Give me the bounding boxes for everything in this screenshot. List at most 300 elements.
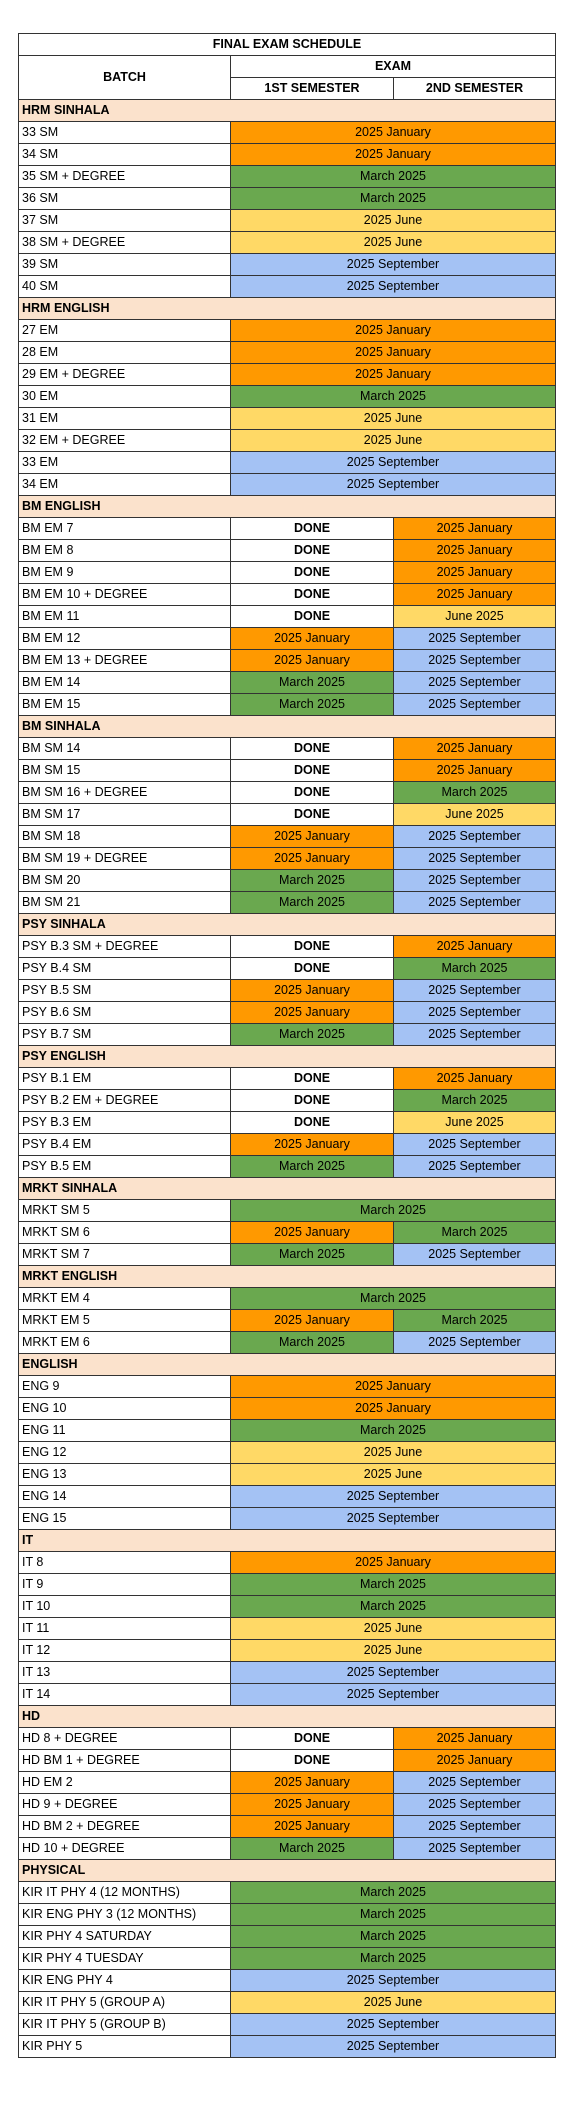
batch-cell: 37 SM [19, 210, 231, 232]
exam-date-cell: 2025 September [231, 1486, 556, 1508]
batch-cell: HD BM 1 + DEGREE [19, 1750, 231, 1772]
batch-cell: KIR PHY 4 TUESDAY [19, 1948, 231, 1970]
exam-date-cell: 2025 January [231, 320, 556, 342]
section-row [19, 1046, 556, 1068]
first-semester-cell: March 2025 [231, 672, 394, 694]
batch-cell: 36 SM [19, 188, 231, 210]
batch-cell: KIR ENG PHY 4 [19, 1970, 231, 1992]
first-semester-cell: 2025 January [231, 848, 394, 870]
second-semester-cell: 2025 January [394, 540, 556, 562]
first-semester-cell: 2025 January [231, 980, 394, 1002]
table-row [19, 276, 556, 298]
table-row [19, 1244, 556, 1266]
section-row [19, 716, 556, 738]
second-semester-cell: 2025 January [394, 518, 556, 540]
batch-cell: 32 EM + DEGREE [19, 430, 231, 452]
section-title: PSY ENGLISH [19, 1046, 556, 1068]
batch-cell: BM EM 9 [19, 562, 231, 584]
second-semester-cell: 2025 January [394, 1068, 556, 1090]
second-semester-cell: March 2025 [394, 1310, 556, 1332]
batch-cell: BM SM 14 [19, 738, 231, 760]
batch-cell: IT 9 [19, 1574, 231, 1596]
batch-cell: ENG 15 [19, 1508, 231, 1530]
table-row [19, 892, 556, 914]
first-semester-cell: March 2025 [231, 694, 394, 716]
first-semester-cell: DONE [231, 1090, 394, 1112]
table-row [19, 584, 556, 606]
first-semester-cell: DONE [231, 1750, 394, 1772]
exam-date-cell: March 2025 [231, 188, 556, 210]
section-row [19, 1354, 556, 1376]
batch-cell: BM SM 17 [19, 804, 231, 826]
batch-cell: 33 SM [19, 122, 231, 144]
second-semester-cell: 2025 September [394, 892, 556, 914]
batch-cell: 40 SM [19, 276, 231, 298]
second-semester-cell: 2025 September [394, 1816, 556, 1838]
first-semester-cell: 2025 January [231, 1134, 394, 1156]
table-row [19, 1024, 556, 1046]
table-row [19, 2036, 556, 2058]
table-row [19, 122, 556, 144]
table-row [19, 1464, 556, 1486]
table-row [19, 1442, 556, 1464]
table-row [19, 1948, 556, 1970]
batch-cell: MRKT EM 4 [19, 1288, 231, 1310]
exam-date-cell: 2025 June [231, 408, 556, 430]
table-row [19, 364, 556, 386]
exam-schedule-table [18, 33, 556, 2058]
batch-cell: KIR IT PHY 5 (GROUP B) [19, 2014, 231, 2036]
table-row [19, 1222, 556, 1244]
table-row [19, 1552, 556, 1574]
batch-cell: BM SM 21 [19, 892, 231, 914]
table-row [19, 782, 556, 804]
batch-cell: PSY B.5 SM [19, 980, 231, 1002]
section-title: HRM ENGLISH [19, 298, 556, 320]
exam-date-cell: March 2025 [231, 1926, 556, 1948]
batch-cell: BM EM 13 + DEGREE [19, 650, 231, 672]
table-row [19, 1728, 556, 1750]
batch-cell: BM EM 14 [19, 672, 231, 694]
batch-cell: 35 SM + DEGREE [19, 166, 231, 188]
second-semester-cell: 2025 January [394, 936, 556, 958]
first-semester-cell: March 2025 [231, 1332, 394, 1354]
first-semester-cell: March 2025 [231, 1244, 394, 1266]
table-row [19, 1508, 556, 1530]
second-semester-cell: 2025 September [394, 628, 556, 650]
table-row [19, 1640, 556, 1662]
exam-date-cell: March 2025 [231, 1288, 556, 1310]
second-semester-cell: 2025 September [394, 1838, 556, 1860]
table-row [19, 694, 556, 716]
table-row [19, 1420, 556, 1442]
batch-cell: BM EM 8 [19, 540, 231, 562]
exam-date-cell: 2025 June [231, 1640, 556, 1662]
first-semester-cell: 2025 January [231, 1002, 394, 1024]
table-row [19, 2014, 556, 2036]
exam-date-cell: 2025 September [231, 276, 556, 298]
second-semester-cell: 2025 January [394, 738, 556, 760]
second-semester-cell: 2025 January [394, 584, 556, 606]
first-semester-cell: DONE [231, 760, 394, 782]
batch-cell: BM SM 16 + DEGREE [19, 782, 231, 804]
first-semester-cell: 2025 January [231, 1772, 394, 1794]
table-row [19, 1904, 556, 1926]
table-row [19, 1090, 556, 1112]
section-row [19, 100, 556, 122]
section-row [19, 1266, 556, 1288]
exam-date-cell: March 2025 [231, 386, 556, 408]
second-semester-cell: June 2025 [394, 1112, 556, 1134]
table-row [19, 1376, 556, 1398]
section-title: HRM SINHALA [19, 100, 556, 122]
batch-cell: PSY B.4 SM [19, 958, 231, 980]
batch-cell: ENG 13 [19, 1464, 231, 1486]
batch-cell: IT 13 [19, 1662, 231, 1684]
section-title: ENGLISH [19, 1354, 556, 1376]
table-row [19, 1156, 556, 1178]
exam-date-cell: 2025 September [231, 1684, 556, 1706]
table-row [19, 1794, 556, 1816]
exam-date-cell: March 2025 [231, 1904, 556, 1926]
batch-cell: 34 SM [19, 144, 231, 166]
second-semester-cell: 2025 September [394, 980, 556, 1002]
table-row [19, 1926, 556, 1948]
batch-cell: IT 10 [19, 1596, 231, 1618]
table-row [19, 1310, 556, 1332]
first-semester-cell: March 2025 [231, 1024, 394, 1046]
exam-date-cell: 2025 January [231, 1398, 556, 1420]
table-row [19, 1662, 556, 1684]
exam-schedule-sheet [18, 33, 555, 2058]
exam-date-cell: 2025 January [231, 342, 556, 364]
batch-cell: MRKT EM 5 [19, 1310, 231, 1332]
first-semester-cell: March 2025 [231, 870, 394, 892]
table-row [19, 1772, 556, 1794]
table-row [19, 1486, 556, 1508]
exam-column-header: EXAM [231, 56, 556, 78]
first-semester-cell: 2025 January [231, 650, 394, 672]
batch-cell: KIR PHY 5 [19, 2036, 231, 2058]
table-row [19, 1596, 556, 1618]
table-row [19, 870, 556, 892]
table-row [19, 1134, 556, 1156]
table-body [19, 100, 556, 2058]
batch-cell: HD BM 2 + DEGREE [19, 1816, 231, 1838]
second-semester-cell: March 2025 [394, 958, 556, 980]
second-semester-cell: 2025 September [394, 1772, 556, 1794]
section-row [19, 298, 556, 320]
batch-cell: IT 8 [19, 1552, 231, 1574]
table-row [19, 804, 556, 826]
first-semester-cell: DONE [231, 562, 394, 584]
batch-cell: 27 EM [19, 320, 231, 342]
table-row [19, 826, 556, 848]
exam-date-cell: 2025 September [231, 452, 556, 474]
table-row [19, 738, 556, 760]
first-semester-cell: 2025 January [231, 1222, 394, 1244]
table-row [19, 1970, 556, 1992]
batch-cell: BM EM 7 [19, 518, 231, 540]
section-title: BM ENGLISH [19, 496, 556, 518]
batch-cell: IT 11 [19, 1618, 231, 1640]
second-semester-cell: 2025 January [394, 1728, 556, 1750]
first-semester-cell: 2025 January [231, 1310, 394, 1332]
table-row [19, 1684, 556, 1706]
batch-cell: IT 14 [19, 1684, 231, 1706]
table-row [19, 408, 556, 430]
batch-cell: KIR IT PHY 5 (GROUP A) [19, 1992, 231, 2014]
batch-cell: KIR PHY 4 SATURDAY [19, 1926, 231, 1948]
batch-cell: 38 SM + DEGREE [19, 232, 231, 254]
first-semester-cell: 2025 January [231, 1816, 394, 1838]
batch-cell: IT 12 [19, 1640, 231, 1662]
second-semester-cell: March 2025 [394, 1090, 556, 1112]
table-row [19, 672, 556, 694]
table-row [19, 958, 556, 980]
batch-cell: 30 EM [19, 386, 231, 408]
section-row [19, 496, 556, 518]
section-title: HD [19, 1706, 556, 1728]
table-row [19, 1750, 556, 1772]
second-semester-cell: 2025 September [394, 848, 556, 870]
batch-cell: BM SM 20 [19, 870, 231, 892]
batch-cell: BM EM 15 [19, 694, 231, 716]
second-semester-cell: 2025 September [394, 672, 556, 694]
first-semester-cell: 2025 January [231, 1794, 394, 1816]
batch-cell: 34 EM [19, 474, 231, 496]
table-row [19, 1068, 556, 1090]
exam-date-cell: 2025 January [231, 364, 556, 386]
batch-cell: 28 EM [19, 342, 231, 364]
batch-cell: ENG 12 [19, 1442, 231, 1464]
second-semester-header: 2ND SEMESTER [394, 78, 556, 100]
exam-date-cell: 2025 September [231, 2036, 556, 2058]
table-row [19, 1838, 556, 1860]
second-semester-cell: 2025 January [394, 1750, 556, 1772]
first-semester-cell: 2025 January [231, 826, 394, 848]
section-row [19, 1706, 556, 1728]
exam-date-cell: 2025 June [231, 232, 556, 254]
batch-cell: PSY B.6 SM [19, 1002, 231, 1024]
table-row [19, 628, 556, 650]
section-title: MRKT ENGLISH [19, 1266, 556, 1288]
second-semester-cell: 2025 September [394, 1002, 556, 1024]
batch-cell: HD 8 + DEGREE [19, 1728, 231, 1750]
first-semester-cell: DONE [231, 958, 394, 980]
batch-cell: MRKT EM 6 [19, 1332, 231, 1354]
second-semester-cell: 2025 September [394, 1244, 556, 1266]
table-row [19, 232, 556, 254]
section-row [19, 914, 556, 936]
table-row [19, 936, 556, 958]
batch-cell: ENG 14 [19, 1486, 231, 1508]
exam-date-cell: March 2025 [231, 1420, 556, 1442]
batch-cell: BM EM 12 [19, 628, 231, 650]
batch-cell: BM EM 10 + DEGREE [19, 584, 231, 606]
table-row [19, 254, 556, 276]
table-row [19, 1200, 556, 1222]
batch-cell: KIR ENG PHY 3 (12 MONTHS) [19, 1904, 231, 1926]
batch-cell: MRKT SM 6 [19, 1222, 231, 1244]
section-row [19, 1860, 556, 1882]
first-semester-cell: 2025 January [231, 628, 394, 650]
exam-date-cell: 2025 September [231, 474, 556, 496]
table-row [19, 562, 556, 584]
first-semester-cell: DONE [231, 738, 394, 760]
table-row [19, 1398, 556, 1420]
batch-cell: PSY B.1 EM [19, 1068, 231, 1090]
table-row [19, 980, 556, 1002]
first-semester-cell: DONE [231, 804, 394, 826]
table-row [19, 320, 556, 342]
exam-date-cell: 2025 June [231, 1992, 556, 2014]
exam-date-cell: March 2025 [231, 1948, 556, 1970]
exam-date-cell: 2025 September [231, 254, 556, 276]
table-row [19, 760, 556, 782]
table-row [19, 452, 556, 474]
first-semester-cell: DONE [231, 1112, 394, 1134]
second-semester-cell: 2025 September [394, 694, 556, 716]
second-semester-cell: 2025 September [394, 1332, 556, 1354]
exam-date-cell: 2025 January [231, 144, 556, 166]
second-semester-cell: 2025 September [394, 1156, 556, 1178]
table-row [19, 848, 556, 870]
table-row [19, 1816, 556, 1838]
first-semester-cell: DONE [231, 1068, 394, 1090]
batch-cell: PSY B.3 EM [19, 1112, 231, 1134]
table-header [19, 34, 556, 100]
exam-date-cell: 2025 June [231, 1442, 556, 1464]
table-row [19, 342, 556, 364]
exam-date-cell: 2025 June [231, 210, 556, 232]
table-row [19, 650, 556, 672]
table-row [19, 518, 556, 540]
exam-date-cell: March 2025 [231, 1596, 556, 1618]
batch-cell: BM SM 15 [19, 760, 231, 782]
batch-cell: HD EM 2 [19, 1772, 231, 1794]
batch-cell: HD 9 + DEGREE [19, 1794, 231, 1816]
table-row [19, 1112, 556, 1134]
batch-column-header: BATCH [19, 56, 231, 100]
table-row [19, 540, 556, 562]
table-row [19, 1618, 556, 1640]
exam-date-cell: 2025 September [231, 1662, 556, 1684]
first-semester-cell: March 2025 [231, 1156, 394, 1178]
table-row [19, 166, 556, 188]
second-semester-cell: March 2025 [394, 1222, 556, 1244]
exam-date-cell: 2025 January [231, 122, 556, 144]
table-row [19, 1002, 556, 1024]
section-row [19, 1530, 556, 1552]
batch-cell: BM SM 18 [19, 826, 231, 848]
exam-date-cell: 2025 January [231, 1552, 556, 1574]
exam-date-cell: March 2025 [231, 1882, 556, 1904]
exam-date-cell: 2025 January [231, 1376, 556, 1398]
batch-cell: BM EM 11 [19, 606, 231, 628]
second-semester-cell: 2025 September [394, 1134, 556, 1156]
first-semester-cell: DONE [231, 1728, 394, 1750]
table-row [19, 1992, 556, 2014]
first-semester-cell: DONE [231, 606, 394, 628]
second-semester-cell: 2025 September [394, 870, 556, 892]
first-semester-header: 1ST SEMESTER [231, 78, 394, 100]
second-semester-cell: 2025 September [394, 1024, 556, 1046]
second-semester-cell: 2025 September [394, 650, 556, 672]
table-row [19, 386, 556, 408]
exam-date-cell: 2025 September [231, 1508, 556, 1530]
table-row [19, 1882, 556, 1904]
table-row [19, 144, 556, 166]
table-row [19, 474, 556, 496]
exam-date-cell: March 2025 [231, 1200, 556, 1222]
table-row [19, 210, 556, 232]
batch-cell: PSY B.3 SM + DEGREE [19, 936, 231, 958]
second-semester-cell: 2025 September [394, 826, 556, 848]
exam-date-cell: 2025 September [231, 1970, 556, 1992]
batch-cell: PSY B.4 EM [19, 1134, 231, 1156]
batch-cell: PSY B.2 EM + DEGREE [19, 1090, 231, 1112]
table-row [19, 1288, 556, 1310]
first-semester-cell: DONE [231, 518, 394, 540]
batch-cell: BM SM 19 + DEGREE [19, 848, 231, 870]
table-row [19, 430, 556, 452]
table-row [19, 188, 556, 210]
exam-date-cell: 2025 June [231, 430, 556, 452]
section-title: IT [19, 1530, 556, 1552]
table-row [19, 606, 556, 628]
second-semester-cell: March 2025 [394, 782, 556, 804]
section-title: PHYSICAL [19, 1860, 556, 1882]
second-semester-cell: June 2025 [394, 804, 556, 826]
second-semester-cell: June 2025 [394, 606, 556, 628]
batch-cell: PSY B.5 EM [19, 1156, 231, 1178]
section-title: PSY SINHALA [19, 914, 556, 936]
batch-cell: 33 EM [19, 452, 231, 474]
section-row [19, 1178, 556, 1200]
exam-date-cell: March 2025 [231, 1574, 556, 1596]
exam-date-cell: 2025 June [231, 1464, 556, 1486]
first-semester-cell: DONE [231, 782, 394, 804]
table-title: FINAL EXAM SCHEDULE [19, 34, 556, 56]
section-title: MRKT SINHALA [19, 1178, 556, 1200]
table-row [19, 1332, 556, 1354]
batch-cell: PSY B.7 SM [19, 1024, 231, 1046]
exam-date-cell: 2025 September [231, 2014, 556, 2036]
exam-date-cell: 2025 June [231, 1618, 556, 1640]
batch-cell: MRKT SM 5 [19, 1200, 231, 1222]
first-semester-cell: DONE [231, 540, 394, 562]
batch-cell: MRKT SM 7 [19, 1244, 231, 1266]
batch-cell: 29 EM + DEGREE [19, 364, 231, 386]
first-semester-cell: March 2025 [231, 1838, 394, 1860]
first-semester-cell: DONE [231, 936, 394, 958]
first-semester-cell: DONE [231, 584, 394, 606]
batch-cell: ENG 10 [19, 1398, 231, 1420]
first-semester-cell: March 2025 [231, 892, 394, 914]
second-semester-cell: 2025 January [394, 562, 556, 584]
table-row [19, 1574, 556, 1596]
batch-cell: ENG 11 [19, 1420, 231, 1442]
exam-date-cell: March 2025 [231, 166, 556, 188]
batch-cell: HD 10 + DEGREE [19, 1838, 231, 1860]
batch-cell: KIR IT PHY 4 (12 MONTHS) [19, 1882, 231, 1904]
batch-cell: ENG 9 [19, 1376, 231, 1398]
batch-cell: 39 SM [19, 254, 231, 276]
batch-cell: 31 EM [19, 408, 231, 430]
second-semester-cell: 2025 January [394, 760, 556, 782]
section-title: BM SINHALA [19, 716, 556, 738]
